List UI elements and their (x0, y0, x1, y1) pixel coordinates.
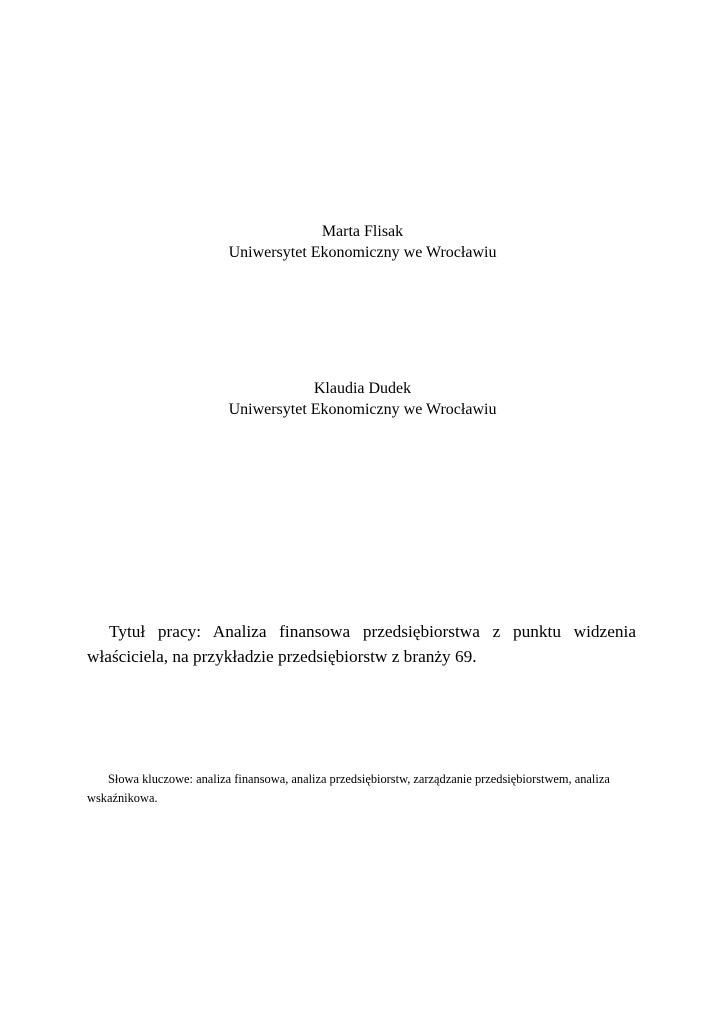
author-block-2 (0, 378, 725, 420)
paper-title-paragraph: Tytuł pracy: Analiza finansowa przedsiębiorstwa z punktu widzenia właściciela, na przykładzie przedsiębiorstw z branży 69. (87, 622, 636, 666)
author-name: Marta Flisak (321, 223, 404, 240)
author-affiliation: Uniwersytet Ekonomiczny we Wrocławiu (228, 244, 497, 261)
author-block-1 (0, 221, 725, 263)
keywords-paragraph: Słowa kluczowe: analiza finansowa, analiza przedsiębiorstw, zarządzanie przedsiębiorstwem, analiza wskaźnikowa. (87, 772, 610, 805)
author-affiliation: Uniwersytet Ekonomiczny we Wrocławiu (228, 401, 497, 418)
author-name: Klaudia Dudek (313, 380, 412, 397)
